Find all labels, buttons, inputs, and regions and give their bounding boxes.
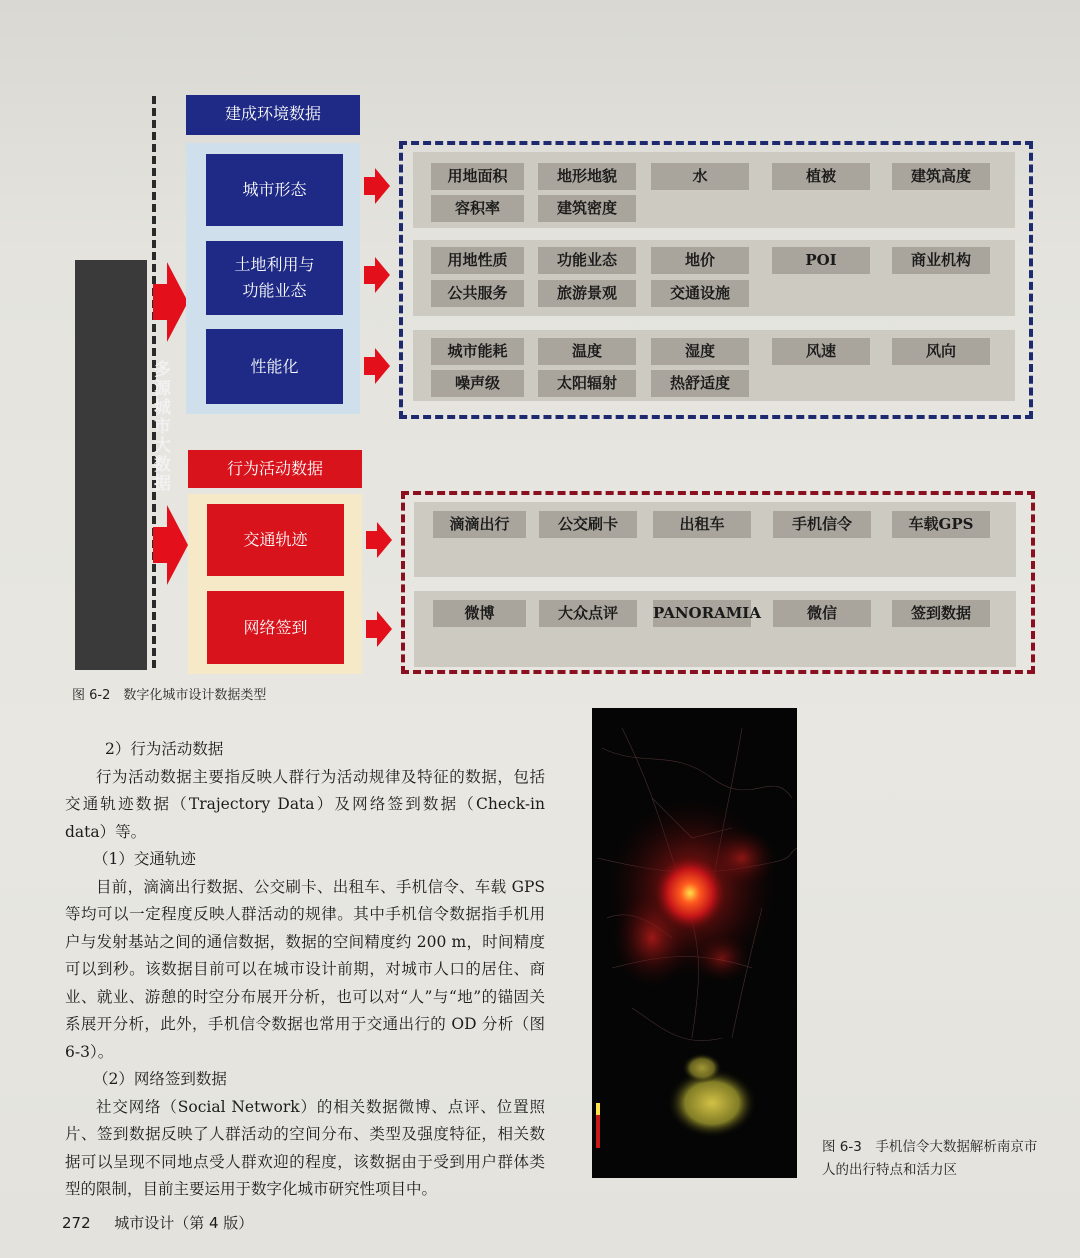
tag: 水: [651, 163, 749, 190]
tag: 植被: [772, 163, 870, 190]
tag: 噪声级: [431, 370, 524, 397]
category-performance: 性能化: [206, 329, 343, 404]
tag: 风向: [892, 338, 990, 365]
tag: 公共服务: [431, 280, 524, 307]
arrow-city-form: [364, 168, 390, 204]
category-traffic-trajectory: 交通轨迹: [207, 504, 344, 576]
tag: 湿度: [651, 338, 749, 365]
tag: 微信: [773, 600, 871, 627]
page-number: 272: [62, 1214, 91, 1232]
paragraph-traffic-trajectory: 目前，滴滴出行数据、公交刷卡、出租车、手机信令、车载 GPS 等均可以一定程度反映人群活动的规律。其中手机信令数据指手机用户与发射基站之间的通信数据，数据的空间精度约 200 m，时间精度可以到秒。该数据目前可以在城市设计前期，对城市人口的居住、商业、就业、游憩的时空分布展开分析，也可以对“人”与“地”的锚固关系展开分析，此外，手机信令数据也常用于交通出行的 OD 分析（图 6-3）。: [65, 877, 545, 1061]
built-env-header: 建成环境数据: [186, 95, 360, 135]
behavior-header: 行为活动数据: [188, 450, 362, 488]
tag: 滴滴出行: [433, 511, 526, 538]
side-block: [75, 260, 170, 670]
tag: PANORAMIA: [653, 600, 751, 627]
paragraph-checkin-data: 社交网络（Social Network）的相关数据微博、点评、位置照片、签到数据反映了人群活动的空间分布、类型及强度特征，相关数据可以呈现不同地点受人群欢迎的程度，该数据由于受到用户群体类型的限制，目前主要运用于数字化城市研究性项目中。: [65, 1097, 545, 1198]
arrow-land-use: [364, 257, 390, 293]
tag: 用地面积: [431, 163, 524, 190]
tag: 手机信令: [773, 511, 871, 538]
tag: 公交刷卡: [539, 511, 637, 538]
tag: 旅游景观: [538, 280, 636, 307]
tag: 建筑高度: [892, 163, 990, 190]
figure-6-3-caption: 图 6-3 手机信令大数据解析南京市人的出行特点和活力区: [822, 1139, 1038, 1178]
arrow-traffic: [366, 522, 392, 558]
paragraph-behavior-data: 行为活动数据主要指反映人群行为活动规律及特征的数据，包括交通轨迹数据（Trajectory Data）及网络签到数据（Check-in data）等。: [65, 767, 545, 841]
big-arrow-top: [153, 262, 188, 342]
tag: 建筑密度: [538, 195, 636, 222]
category-checkin: 网络签到: [207, 591, 344, 664]
heading-behavior-data: 2）行为活动数据: [105, 740, 224, 758]
big-arrow-bottom: [153, 505, 188, 585]
side-label: 多源城市大数据: [150, 360, 170, 493]
tag: 微博: [433, 600, 526, 627]
tag: 太阳辐射: [538, 370, 636, 397]
heading-traffic-trajectory: （1）交通轨迹: [93, 850, 196, 868]
tag: 热舒适度: [651, 370, 749, 397]
body-text: [65, 736, 545, 1204]
tag: 用地性质: [431, 247, 524, 274]
book-title: 城市设计（第 4 版）: [114, 1214, 254, 1232]
tag: 交通设施: [651, 280, 749, 307]
category-land-use: 土地利用与 功能业态: [206, 241, 343, 315]
tag: 功能业态: [538, 247, 636, 274]
tag: 签到数据: [892, 600, 990, 627]
tag: 城市能耗: [431, 338, 524, 365]
tag: 温度: [538, 338, 636, 365]
figure-6-2-caption: 图 6-2 数字化城市设计数据类型: [72, 688, 267, 703]
tag: 容积率: [431, 195, 524, 222]
tag: 商业机构: [892, 247, 990, 274]
nanjing-heatmap-image: [592, 708, 797, 1178]
tag: 地形地貌: [538, 163, 636, 190]
page-footer: [62, 1212, 253, 1233]
tag: 车载GPS: [892, 511, 990, 538]
tag: POI: [772, 247, 870, 274]
arrow-performance: [364, 348, 390, 384]
heading-checkin-data: （2）网络签到数据: [93, 1070, 227, 1088]
tag: 大众点评: [539, 600, 637, 627]
tag: 地价: [651, 247, 749, 274]
tag: 风速: [772, 338, 870, 365]
category-city-form: 城市形态: [206, 154, 343, 226]
tag: 出租车: [653, 511, 751, 538]
arrow-checkin: [366, 611, 392, 647]
